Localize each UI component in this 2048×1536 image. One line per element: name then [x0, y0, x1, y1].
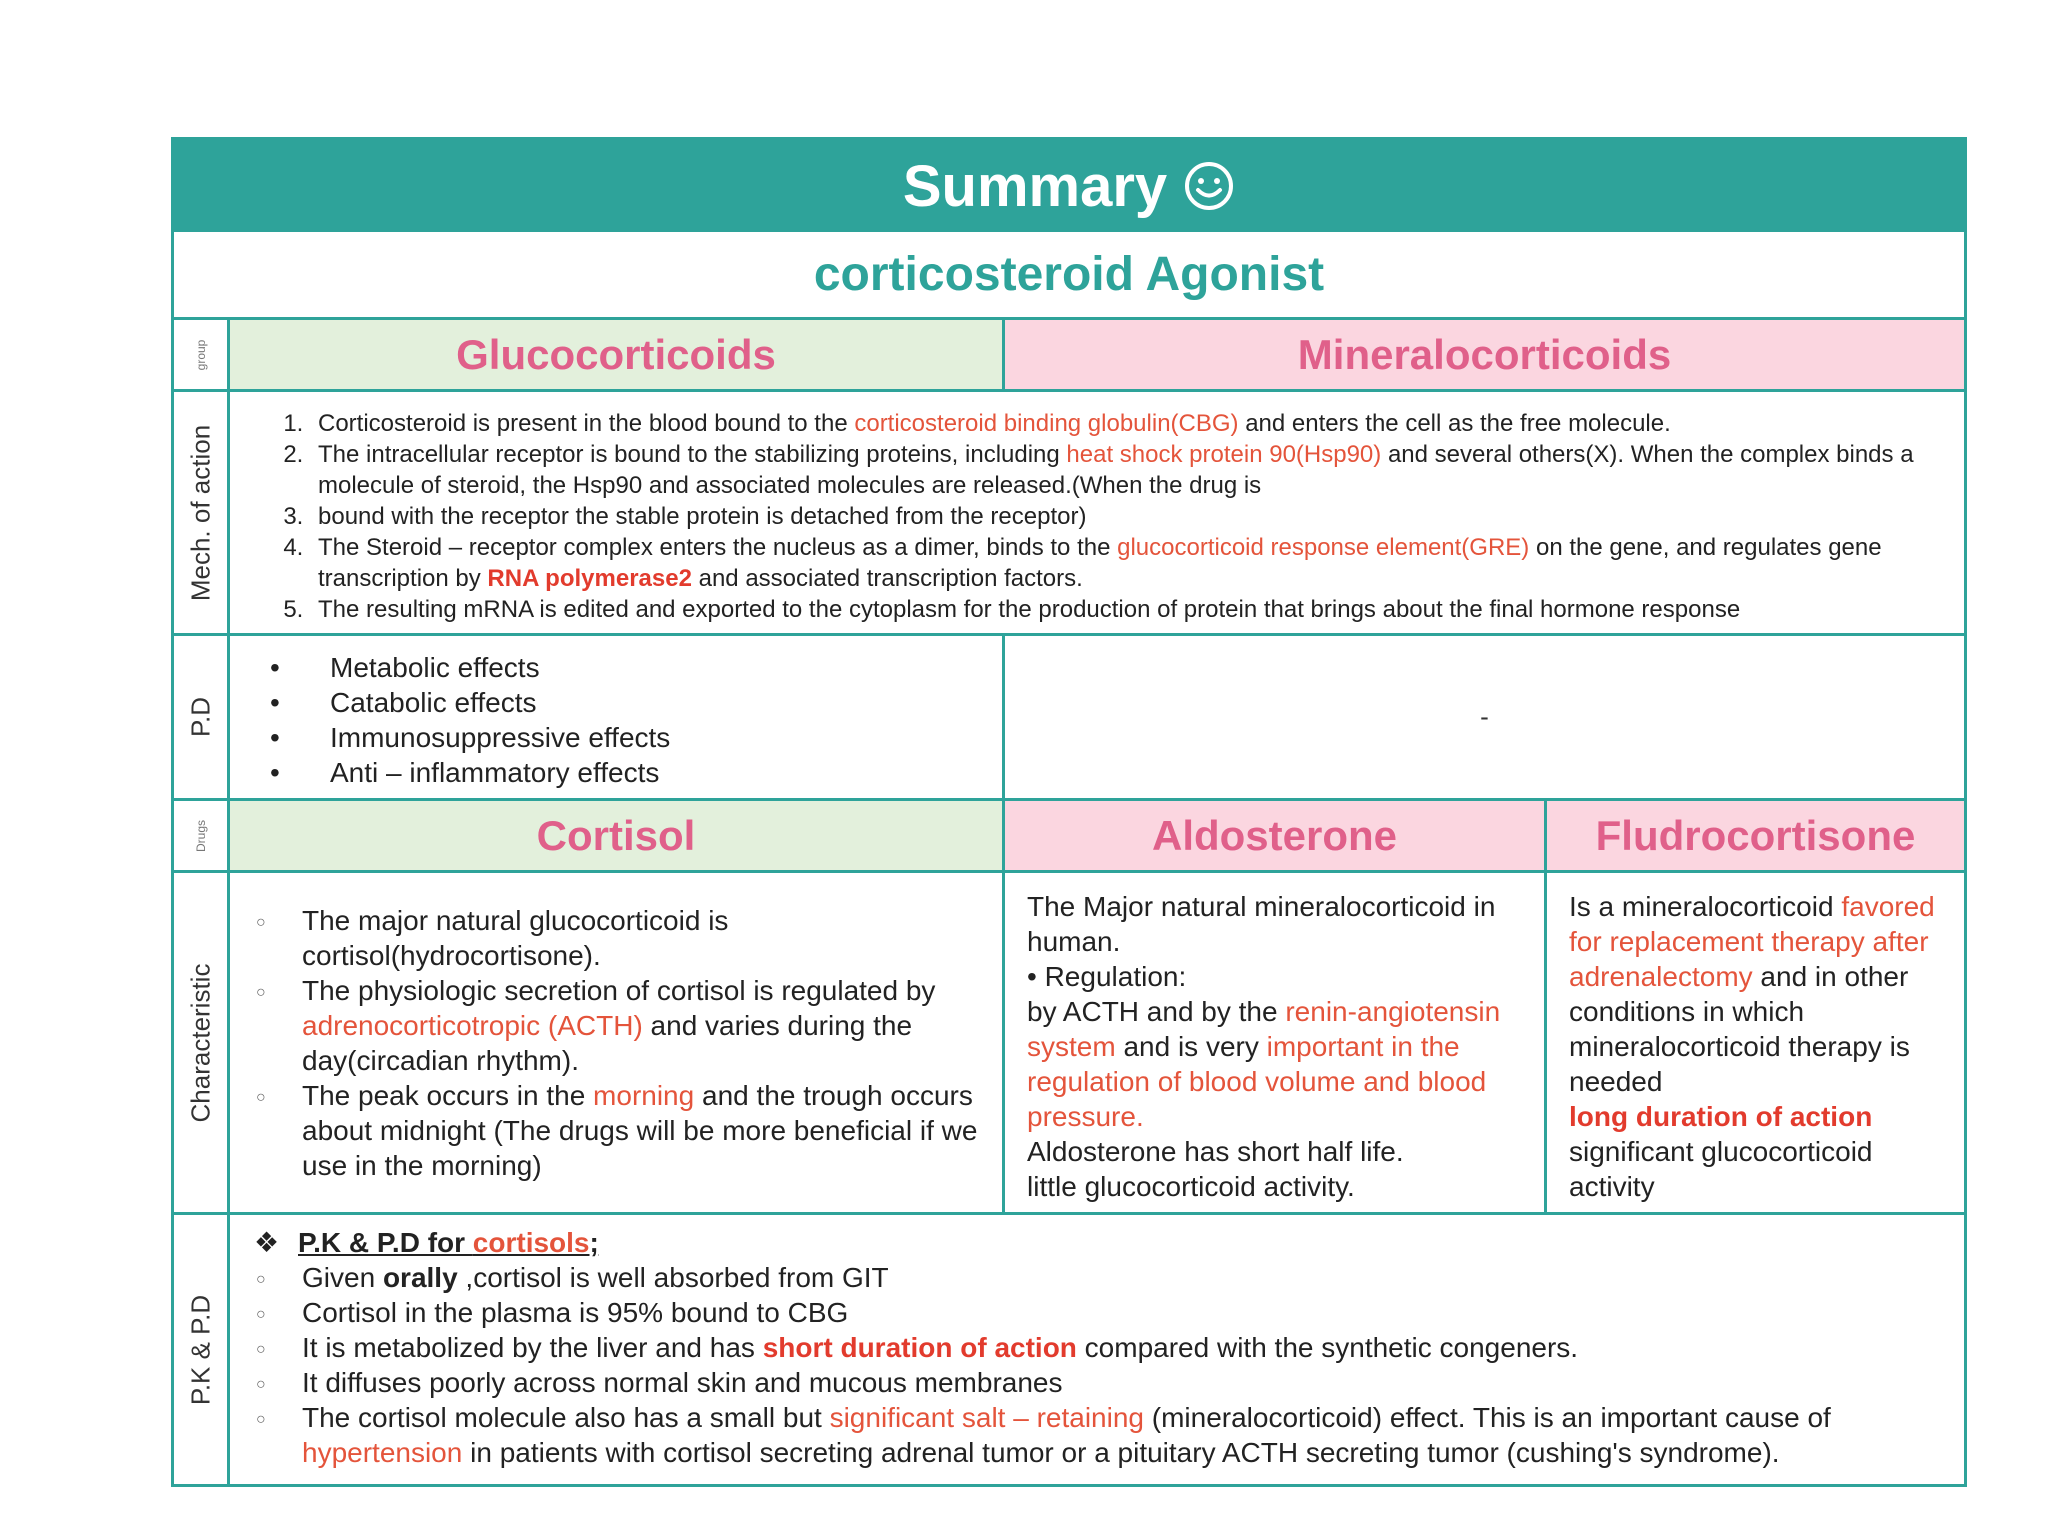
pkpd-list [254, 1260, 1940, 1470]
fludrocortisone-line-1: Is a mineralocorticoid favored for replacement therapy after adrenalectomy and in other conditions in which mineralocorticoid therapy is needed [1569, 891, 1935, 1097]
aldosterone-line-1: The Major natural mineralocorticoid in human. [1027, 891, 1496, 957]
title-bar [174, 140, 1964, 232]
list-item: 4. The Steroid – receptor complex enters the nucleus as a dimer, binds to the glucocorticoid response element(GRE) on the gene, and regulates gene transcription by RNA polymerase2 and associated transcription factors. [310, 532, 1924, 594]
mechanism-row [174, 392, 1964, 636]
empty-dash: - [1480, 701, 1489, 732]
list-item: 3. bound with the receptor the stable protein is detached from the receptor) [310, 501, 1924, 532]
glucocorticoids-header: Glucocorticoids [230, 320, 1005, 389]
list-item: 1. Corticosteroid is present in the blood bound to the corticosteroid binding globulin(CBG) and enters the cell as the free molecule. [310, 408, 1924, 439]
pd-glucocorticoids-cell [230, 636, 1005, 798]
list-item: ○ The major natural glucocorticoid is cortisol(hydrocortisone). [254, 903, 978, 973]
list-item: • Immunosuppressive effects [270, 720, 1002, 755]
group-row [174, 320, 1964, 392]
side-label-group: group [174, 320, 230, 389]
side-label-pd: P.D [174, 636, 230, 798]
pd-row [174, 636, 1964, 801]
aldosterone-line-4: Aldosterone has short half life. [1027, 1136, 1404, 1167]
list-item: ○ The cortisol molecule also has a small but significant salt – retaining (mineralocorticoid) effect. This is an important cause of hypertension in patients with cortisol secreting adrenal tumor or a pituitary ACTH secreting tumor (cushing's syndrome). [254, 1400, 1940, 1470]
mechanism-list [230, 392, 1964, 625]
list-item: ○ It is metabolized by the liver and has short duration of action compared with the synthetic congeners. [254, 1330, 1940, 1365]
side-label-characteristic: Characteristic [174, 873, 230, 1212]
pd-mineralocorticoids-cell [1005, 636, 1964, 798]
list-item: ○ It diffuses poorly across normal skin and mucous membranes [254, 1365, 1940, 1400]
fludrocortisone-header: Fludrocortisone [1547, 801, 1964, 870]
side-label-pkpd: P.K & P.D [174, 1215, 230, 1484]
cortisol-header: Cortisol [230, 801, 1005, 870]
pkpd-cell [230, 1215, 1964, 1484]
diamond-bullet-icon: ❖ [254, 1227, 280, 1258]
list-item: 5. The resulting mRNA is edited and exported to the cytoplasm for the production of protein that brings about the final hormone response [310, 594, 1924, 625]
aldosterone-line-5: little glucocorticoid activity. [1027, 1171, 1355, 1202]
list-item: • Catabolic effects [270, 685, 1002, 720]
side-label-mech: Mech. of action [174, 392, 230, 633]
mineralocorticoids-header: Mineralocorticoids [1005, 320, 1964, 389]
pd-effects-list [230, 636, 1002, 790]
aldosterone-characteristic-cell [1005, 873, 1547, 1212]
fludrocortisone-line-3: significant glucocorticoid activity [1569, 1136, 1873, 1202]
fludrocortisone-characteristic-cell [1547, 873, 1964, 1212]
list-item: ○ Cortisol in the plasma is 95% bound to CBG [254, 1295, 1940, 1330]
summary-table [171, 137, 1967, 1487]
aldosterone-header: Aldosterone [1005, 801, 1547, 870]
side-label-drugs: Drugs [174, 801, 230, 870]
characteristic-row [174, 873, 1964, 1215]
subtitle: corticosteroid Agonist [174, 232, 1964, 320]
list-item: • Metabolic effects [270, 650, 1002, 685]
mechanism-cell [230, 392, 1964, 633]
list-item: ○ The physiologic secretion of cortisol is regulated by adrenocorticotropic (ACTH) and varies during the day(circadian rhythm). [254, 973, 978, 1078]
smiley-icon [1183, 160, 1235, 212]
aldosterone-line-2: • Regulation: [1027, 961, 1187, 992]
list-item: • Anti – inflammatory effects [270, 755, 1002, 790]
list-item: ○ Given orally ,cortisol is well absorbed from GIT [254, 1260, 1940, 1295]
title: Summary [902, 153, 1168, 219]
fludrocortisone-line-2: long duration of action [1569, 1101, 1873, 1132]
list-item: ○ The peak occurs in the morning and the trough occurs about midnight (The drugs will be more beneficial if we use in the morning) [254, 1078, 978, 1183]
list-item: 2. The intracellular receptor is bound to the stabilizing proteins, including heat shock protein 90(Hsp90) and several others(X). When the complex binds a molecule of steroid, the Hsp90 and associated molecules are released.(When the drug is [310, 439, 1924, 501]
pkpd-row [174, 1215, 1964, 1484]
cortisol-characteristic-cell [230, 873, 1005, 1212]
drugs-row [174, 801, 1964, 873]
aldosterone-line-3: by ACTH and by the renin-angiotensin system and is very important in the regulation of blood volume and blood pressure. [1027, 996, 1501, 1132]
pkpd-heading: ❖ P.K & P.D for cortisols; [254, 1227, 599, 1258]
cortisol-characteristic-list [254, 903, 978, 1183]
